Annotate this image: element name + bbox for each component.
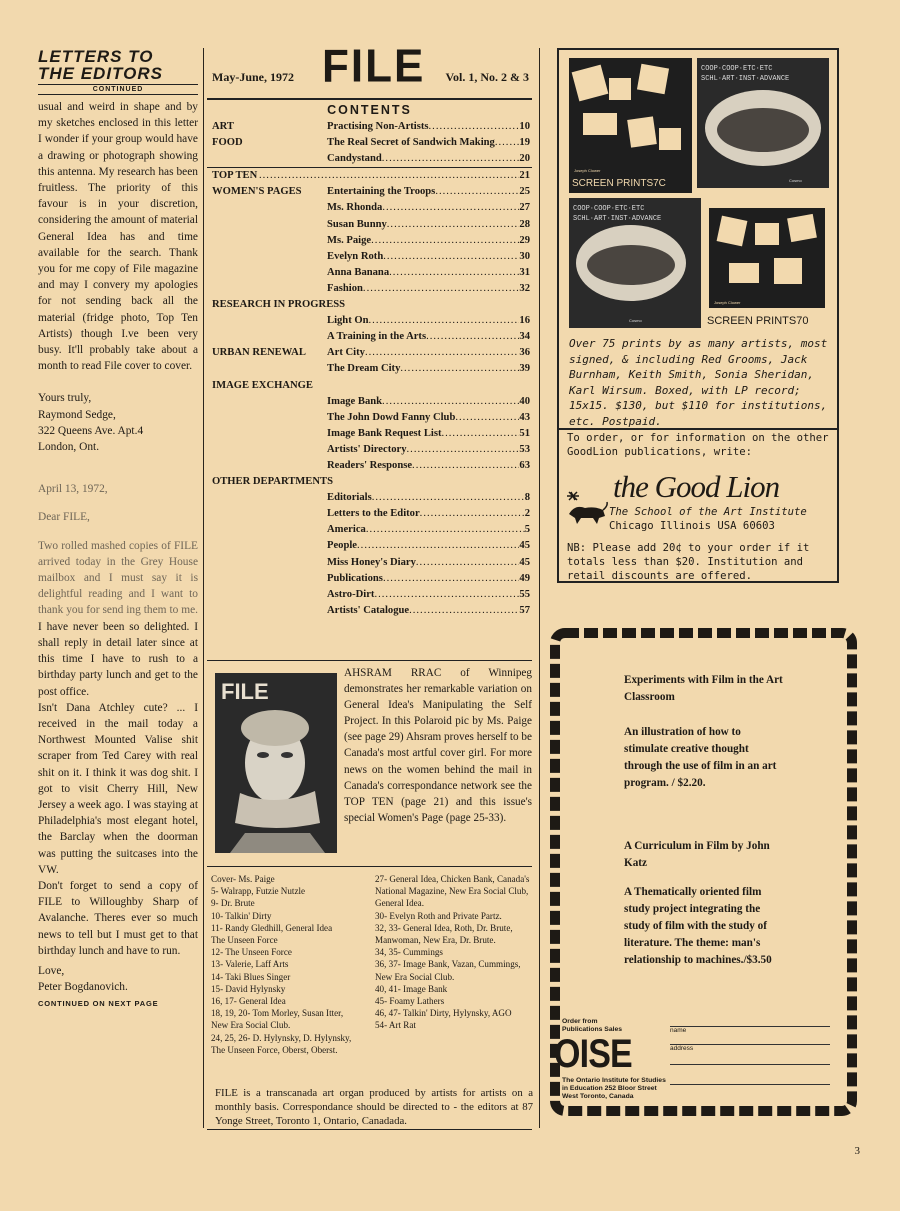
toc-row (207, 442, 532, 458)
credit-line: 12- The Unseen Force (211, 947, 292, 958)
order-from: Order from Publications Sales (562, 1018, 623, 1033)
page-number: 3 (854, 1145, 860, 1157)
toc-entry-title: Editorials (327, 492, 372, 504)
toc-leader-dots (369, 313, 520, 329)
toc-leader-dots (420, 506, 525, 522)
toc-row (207, 281, 532, 297)
toc-entry-title: Miss Honey's Diary (327, 556, 416, 568)
toc-row (207, 378, 532, 394)
toc-entry-title: People (327, 540, 358, 552)
toc-row (207, 168, 532, 184)
toc-entry (327, 426, 530, 442)
toc-entry-title: Image Bank Request List (327, 427, 442, 439)
print-credit-1: Joseph Clower (574, 168, 601, 173)
toc-page-number: 29 (519, 234, 530, 246)
letter-2-body-text: I have never been so delighted. I shall reply in detail later since at this time I have to rush to a birthday party lunch and get to the post office. (38, 620, 198, 698)
letter-2-greeting: Dear FILE, (38, 511, 90, 524)
lion-icon (565, 490, 609, 526)
toc-row (207, 538, 532, 554)
toc-page-number: 51 (519, 427, 530, 439)
toc-page-number: 5 (524, 524, 530, 536)
column-divider-left (203, 48, 204, 1128)
toc-entry-title: A Training in the Arts (327, 331, 427, 343)
screen-prints-label-2: SCREEN PRINTS70 (707, 315, 809, 327)
toc-leader-dots (435, 184, 519, 200)
letter-2-faded-text: Two rolled mashed copies of FILE arrived today in the Grey House mailbox and I must say it is delightful reading and I want to thank you for send ing them to me. (38, 539, 198, 617)
toc-page-number: 55 (519, 588, 530, 600)
toc-row (207, 184, 532, 200)
toc-leader-dots (382, 151, 520, 167)
toc-entry (327, 571, 530, 587)
toc-entry (327, 442, 530, 458)
credit-line: Cover- Ms. Paige (211, 874, 275, 884)
toc-page-number: 57 (519, 604, 530, 616)
print-credit-4: Cosmo (629, 318, 642, 323)
letter-1 (38, 99, 198, 455)
toc-entry-title: The Real Secret of Sandwich Making (327, 137, 495, 149)
toc-leader-dots (407, 442, 520, 458)
cover-girl-image (215, 673, 337, 853)
toc-entry-title: Publications (327, 572, 383, 584)
toc-leader-dots (382, 394, 519, 410)
address-line-rule-3 (670, 1084, 830, 1085)
toc-leader-dots (387, 217, 520, 233)
credit-line: 30- Evelyn Roth and Private Partz. (375, 910, 502, 921)
toc-row (207, 458, 532, 474)
credit-line: 10- Talkin' Dirty (211, 910, 272, 921)
credit-line: 45- Foamy Lathers (375, 996, 445, 1007)
toc-row (207, 603, 532, 619)
toc-leader-dots (372, 490, 525, 506)
credit-line: 5- Walrapp, Futzie Nutzle (211, 886, 306, 897)
toc-entry-title: Anna Banana (327, 266, 390, 278)
credit-line: The Unseen Force (211, 935, 278, 946)
toc-leader-dots (383, 249, 519, 265)
screen-prints-label-1: SCREEN PRINTS7C (572, 178, 666, 189)
letters-heading-line-2: THE EDITORS (38, 64, 163, 83)
oise-institute: The Ontario Institute for Studies in Education 252 Bloor Street West Toronto, Canada (562, 1077, 666, 1100)
toc-leader-dots (371, 233, 519, 249)
credit-line: 13- Valerie, Laff Arts (211, 959, 289, 970)
credit-line: 9- Dr. Brute (211, 898, 255, 909)
credit-line: 18, 19, 20- Tom Morley, Susan Itter, New Era Social Club. (211, 1008, 344, 1031)
letter-2 (38, 481, 198, 995)
toc-page-number: 21 (519, 170, 530, 182)
toc-leader-dots (412, 458, 519, 474)
toc-entry-title: Artists' Catalogue (327, 604, 410, 616)
oise-ad (548, 626, 859, 1118)
goodlion-logo: the Good Lion (613, 469, 780, 504)
toc-entry-title: The Dream City (327, 363, 401, 375)
toc-entry (327, 555, 530, 571)
toc-leader-dots (429, 119, 520, 135)
toc-page-number: 19 (519, 137, 530, 149)
toc-row (207, 345, 532, 361)
toc-entry (327, 281, 530, 297)
credit-line: 11- Randy Gledhill, General Idea (211, 922, 333, 933)
letters-heading-line-1: LETTERS TO (38, 48, 154, 66)
table-of-contents (207, 119, 532, 619)
prints-description: Over 75 prints by as many artists, most signed, & including Red Grooms, Jack Burnham, Keith Smith, Sonia Sheridan, Karl Wirsum. Boxed, with LP record; 15x15. $130, but $110 for institutions, etc. Postpaid. (569, 337, 828, 428)
letters-continued-label: CONTINUED (38, 84, 198, 95)
toc-row (207, 474, 532, 490)
letter-2-para-3: Don't forget to send a copy of FILE to Willoughby Sharp of Avalanche. Theres ever so much news to tell but I must get to that birthday lunch and have to run. (38, 879, 198, 957)
toc-leader-dots (363, 281, 519, 297)
toc-page-number: 16 (519, 315, 530, 327)
svg-text:COOP·COOP·ETC·ETC: COOP·COOP·ETC·ETC (573, 205, 645, 213)
toc-entry-title: Letters to the Editor (327, 508, 420, 520)
toc-leader-dots (400, 361, 519, 377)
film-art-desc: An illustration of how to stimulate creative thought through the use of film in an art program. / $2.20. (624, 726, 777, 789)
toc-entry-title: Art City (327, 347, 365, 359)
toc-entry (259, 168, 530, 184)
toc-entry-title: Light On (327, 315, 369, 327)
toc-entry (327, 490, 530, 506)
address-line-rule-2 (670, 1064, 830, 1065)
toc-leader-dots (374, 587, 519, 603)
toc-page-number: 49 (519, 572, 530, 584)
credit-line: 14- Taki Blues Singer (211, 971, 291, 982)
continued-on-next-page: CONTINUED ON NEXT PAGE (38, 999, 159, 1009)
toc-entry (327, 394, 530, 410)
toc-row (207, 329, 532, 345)
toc-entry (327, 458, 530, 474)
toc-entry (327, 313, 530, 329)
toc-entry-title: Ms. Paige (327, 234, 372, 246)
cover-photo (215, 673, 337, 853)
toc-page-number: 10 (519, 121, 530, 132)
toc-row (207, 522, 532, 538)
toc-row (207, 265, 532, 281)
toc-leader-dots (259, 168, 519, 184)
letter-1-body: usual and weird in shape and by my sketches enclosed in this letter I wonder if your group would have a drawing or photograph showing this antenna. My research has been fruitless. The priority of this favour is in your discretion, considering the amount of material General Idea has and time available for the search. Thank you for me copy of File magazine and may I convery my apologies for not sending back all the material (fridge photo, Top Ten Artists) though I.ve been very busy. It'll probably take about a month to read File cover to cover. (38, 101, 198, 373)
toc-entry-title: Image Bank (327, 395, 383, 407)
toc-page-number: 27 (519, 202, 530, 214)
toc-section: URBAN RENEWAL (212, 347, 306, 359)
toc-page-number: 20 (519, 153, 530, 165)
letter-1-sign-3: 322 Queens Ave. Apt.4 (38, 424, 144, 437)
film-curriculum-desc: A Thematically oriented film study project integrating the study of film with the study of literature. The theme: man's relationship to machines./$3.50 (624, 886, 772, 966)
toc-leader-dots (409, 603, 519, 619)
letters-heading (38, 48, 198, 82)
credit-line: 36, 37- Image Bank, Vazan, Cummings, New Era Social Club. (375, 959, 521, 982)
issue-date: May-June, 1972 (212, 70, 294, 84)
letter-1-sign-2: Raymond Sedge, (38, 408, 116, 421)
toc-row (207, 426, 532, 442)
toc-page-number: 34 (519, 331, 530, 343)
credit-line: 34, 35- Cummings (375, 947, 443, 958)
toc-section: WOMEN'S PAGES (212, 186, 302, 198)
address-line-2: Chicago Illinois USA 60603 (609, 520, 775, 532)
credit-line: 16, 17- General Idea (211, 996, 286, 1007)
toc-entry (327, 538, 530, 554)
film-curriculum-title: A Curriculum in Film by John Katz (624, 840, 770, 869)
toc-entry-title: Artists' Directory (327, 443, 407, 455)
toc-section: ART (212, 121, 234, 132)
toc-leader-dots (426, 329, 519, 345)
toc-page-number: 25 (519, 186, 530, 198)
toc-entry (327, 603, 530, 619)
toc-row (207, 135, 532, 151)
toc-leader-dots (495, 135, 520, 151)
toc-row (207, 217, 532, 233)
column-divider-right (539, 48, 540, 1128)
toc-page-number: 8 (524, 492, 530, 504)
contents-column (207, 40, 532, 1055)
letter-2-sign-1: Love, (38, 964, 65, 977)
toc-section: RESEARCH IN PROGRESS (212, 299, 346, 311)
credit-line: 24, 25, 26- D. Hylynsky, D. Hylynsky, The Unseen Force, Oberst, Oberst. (211, 1032, 352, 1055)
toc-row (207, 313, 532, 329)
address-line-1: The School of the Art Institute (609, 506, 807, 518)
credit-line: 40, 41- Image Bank (375, 983, 448, 994)
toc-row (207, 571, 532, 587)
toc-row (207, 361, 532, 377)
toc-page-number: 45 (519, 556, 530, 568)
file-logo: FILE (322, 40, 426, 93)
toc-entry (327, 345, 530, 361)
ad-divider (559, 428, 837, 430)
toc-entry-title: Ms. Rhonda (327, 202, 383, 214)
toc-leader-dots (365, 345, 519, 361)
letter-2-sign-2: Peter Bogdanovich. (38, 981, 128, 994)
goodlion-ad (557, 48, 839, 583)
toc-entry (327, 522, 530, 538)
svg-text:SCHL·ART·INST·ADVANCE: SCHL·ART·INST·ADVANCE (573, 215, 662, 223)
letter-2-para-1 (38, 538, 198, 700)
toc-row (207, 233, 532, 249)
toc-page-number: 63 (519, 459, 530, 471)
toc-entry (327, 361, 530, 377)
toc-page-number: 31 (519, 266, 530, 278)
toc-entry (327, 410, 530, 426)
toc-entry (327, 265, 530, 281)
toc-row (207, 151, 532, 167)
print-credit-3: Joseph Clower (714, 300, 741, 305)
toc-entry (327, 217, 530, 233)
contents-title: CONTENTS (327, 103, 412, 117)
toc-row (207, 490, 532, 506)
credit-line: 27- General Idea, Chicken Bank, Canada's National Magazine, New Era Social Club, General Idea. (375, 874, 530, 909)
svg-text:COOP·COOP·ETC·ETC: COOP·COOP·ETC·ETC (701, 65, 773, 73)
toc-entry (327, 587, 530, 603)
toc-entry (327, 200, 530, 216)
print-credit-2: Cosmo (789, 178, 802, 183)
toc-entry-title: Entertaining the Troops (327, 186, 436, 198)
address-line-rule-1 (670, 1044, 830, 1045)
volume-number: Vol. 1, No. 2 & 3 (445, 70, 529, 84)
credit-line: 32, 33- General Idea, Roth, Dr. Brute, Manwoman, New Era, Dr. Brute. (375, 922, 513, 946)
footer-note: FILE is a transcanada art organ produced by artists for artists on a monthly basis. Correspondance should be directed to - the editors at 87 Yonge Street, Toronto 1, Ontario, Canadada. (215, 1087, 533, 1127)
toc-page-number: 30 (519, 250, 530, 262)
toc-entry (327, 184, 530, 200)
toc-entry-title: Evelyn Roth (327, 250, 384, 262)
oise-content (554, 640, 845, 1104)
toc-page-number: 39 (519, 363, 530, 375)
order-info: To order, or for information on the other GoodLion publications, write: (567, 432, 829, 458)
toc-row (207, 119, 532, 135)
letter-2-date: April 13, 1972, (38, 483, 108, 496)
name-line (670, 1026, 830, 1027)
toc-page-number: 43 (519, 411, 530, 423)
toc-row (207, 410, 532, 426)
toc-row (207, 297, 532, 313)
toc-entry-title: America (327, 524, 366, 536)
cover-caption: AHSRAM RRAC of Winnipeg demonstrates her remarkable variation on General Idea's Manipulating the Self Project. In this Polaroid pic by Ms. Paige (see page 29) Ahsram proves herself to be Canada's most artful cover girl. For more news on the women behind the mail in Canada's correspondance network see the TOP TEN (page 21) and this issue's special Women's Page (page 25-33). (344, 667, 532, 824)
letter-1-sign-4: London, Ont. (38, 441, 100, 454)
toc-entry (327, 249, 530, 265)
cover-feature (207, 660, 532, 861)
toc-page-number: 28 (519, 218, 530, 230)
cover-logo: FILE (221, 679, 269, 704)
toc-section: FOOD (212, 137, 243, 149)
toc-page-number: 36 (519, 347, 530, 359)
toc-entry (327, 233, 530, 249)
toc-entry (327, 506, 530, 522)
toc-page-number: 2 (524, 508, 530, 520)
svg-text:SCHL·ART·INST·ADVANCE: SCHL·ART·INST·ADVANCE (701, 75, 790, 83)
toc-section: TOP TEN (212, 170, 258, 182)
toc-entry (327, 119, 530, 135)
toc-entry-title: Susan Bunny (327, 218, 387, 230)
toc-entry-title: The John Dowd Fanny Club (327, 411, 456, 423)
film-art-title: Experiments with Film in the Art Classroom (624, 674, 783, 703)
toc-row (207, 249, 532, 265)
letter-1-sign-1: Yours truly, (38, 392, 92, 405)
masthead (207, 40, 532, 100)
credit-line: 54- Art Rat (375, 1020, 416, 1031)
credits-right-column (375, 873, 532, 1032)
toc-section: OTHER DEPARTMENTS (212, 476, 333, 488)
toc-row (207, 394, 532, 410)
toc-page-number: 53 (519, 443, 530, 455)
toc-entry-title: Astro-Dirt (327, 588, 375, 600)
toc-section: IMAGE EXCHANGE (212, 379, 313, 391)
address-label: address (670, 1045, 694, 1052)
toc-leader-dots (383, 571, 519, 587)
toc-entry-title: Readers' Response (327, 459, 413, 471)
toc-page-number: 32 (519, 282, 530, 294)
toc-entry-title: Fashion (327, 282, 363, 294)
name-label: name (670, 1027, 687, 1034)
toc-page-number: 40 (519, 395, 530, 407)
credit-line: 46, 47- Talkin' Dirty, Hylynsky, AGO (375, 1008, 512, 1019)
screen-prints-image (569, 58, 829, 328)
toc-entry-title: Candystand (327, 153, 382, 165)
toc-leader-dots (441, 426, 519, 442)
toc-entry (327, 151, 530, 167)
letter-2-para-2: Isn't Dana Atchley cute? ... I received in the mail today a Northwest Mounted Valise shit scraper from Ted Carey with real shit on it. I think it was dog shit. I got to visit Cherry Hill, New Jersey a week ago. I was staying at Philadelphia's most elegant hotel, the Barclay when the doorman was putting the suitcases into the VW. (38, 701, 198, 876)
toc-row (207, 200, 532, 216)
toc-leader-dots (382, 200, 519, 216)
nb-note: NB: Please add 20¢ to your order if it totals less than $20. Institution and retail discounts are offered. (567, 542, 810, 582)
toc-leader-dots (416, 555, 520, 571)
toc-page-number: 45 (519, 540, 530, 552)
toc-row (207, 587, 532, 603)
toc-entry (327, 329, 530, 345)
credit-line: 15- David Hylynsky (211, 983, 286, 994)
oise-logo: OISE (554, 1032, 632, 1076)
toc-row (207, 555, 532, 571)
toc-entry-title: Practising Non-Artists (327, 121, 429, 132)
toc-row (207, 506, 532, 522)
toc-leader-dots (366, 522, 525, 538)
letters-column (38, 48, 198, 1143)
goodlion-address (609, 505, 835, 533)
toc-leader-dots (455, 410, 519, 426)
toc-entry (327, 135, 530, 151)
toc-leader-dots (389, 265, 519, 281)
credits-left-column (211, 873, 361, 1056)
toc-leader-dots (357, 538, 519, 554)
